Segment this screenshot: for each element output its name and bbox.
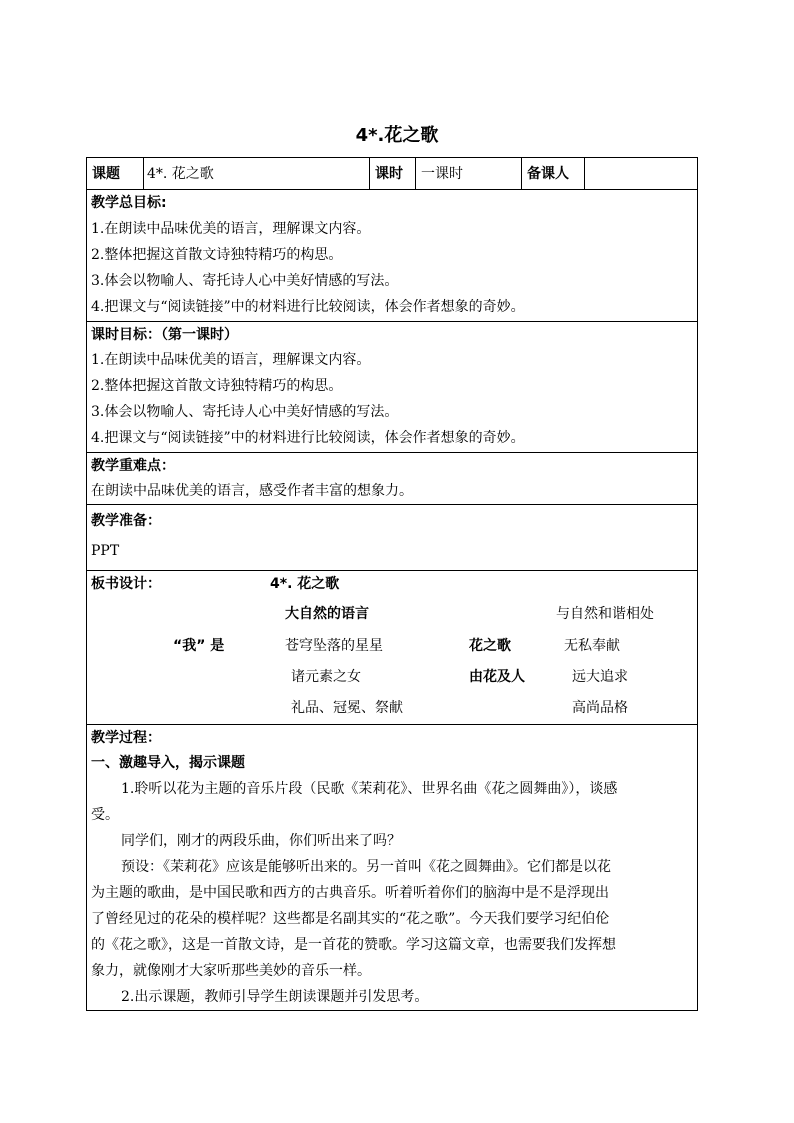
process-line: 了曾经见过的花朵的模样呢？这些都是名副其实的“花之歌”。今天我们要学习纪伯伦 [91, 911, 610, 927]
divider [584, 158, 585, 189]
process-line: 象力，就像刚才大家听那些美妙的音乐一样。 [91, 963, 371, 979]
preparation-heading: 教学准备： [91, 513, 161, 529]
board-right-item: 无私奉献 [564, 638, 620, 654]
process-section-title: 一、激趣导入，揭示课题 [91, 755, 245, 771]
board-right-item: 高尚品格 [572, 700, 628, 716]
process-line: 的《花之歌》，这是一首散文诗，是一首花的赞歌。学习这篇文章，也需要我们发挥想 [91, 937, 616, 953]
divider [143, 158, 144, 189]
period-label: 课时 [375, 166, 403, 182]
row-divider [87, 724, 697, 725]
board-left-item: 礼品、冠冕、祭献 [291, 700, 403, 716]
overall-goal-item: 3.体会以物喻人、寄托诗人心中美好情感的写法。 [91, 273, 399, 289]
row-divider [87, 321, 697, 322]
board-right-item: 远大追求 [572, 669, 628, 685]
board-heading: 板书设计： [91, 576, 161, 592]
divider [415, 158, 416, 189]
key-points-heading: 教学重难点： [91, 458, 175, 474]
board-left-item: 苍穹坠落的星星 [285, 638, 383, 654]
board-i-am: “我” 是 [173, 638, 225, 654]
preparation-text: PPT [91, 543, 120, 559]
row-divider [87, 504, 697, 505]
period-goal-item: 3.体会以物喻人、寄托诗人心中美好情感的写法。 [91, 404, 399, 420]
period-goals-heading: 课时目标：（第一课时） [91, 327, 238, 343]
board-center-sub: 由花及人 [469, 669, 525, 685]
key-points-text: 在朗读中品味优美的语言，感受作者丰富的想象力。 [91, 483, 413, 499]
process-line: 为主题的歌曲，是中国民歌和西方的古典音乐。听着听着你们的脑海中是不是浮现出 [91, 885, 609, 901]
topic-value: 4*. 花之歌 [147, 166, 214, 182]
document-title: 4*.花之歌 [355, 125, 439, 146]
board-right-item: 与自然和谐相处 [556, 606, 654, 622]
period-goal-item: 4.把课文与“阅读链接”中的材料进行比较阅读，体会作者想象的奇妙。 [91, 430, 525, 446]
board-subject: 大自然的语言 [285, 606, 369, 622]
preparer-label: 备课人 [527, 166, 569, 182]
topic-label: 课题 [92, 166, 120, 182]
overall-goals-heading: 教学总目标: [91, 195, 167, 211]
period-goal-item: 2.整体把握这首散文诗独特精巧的构思。 [91, 378, 343, 394]
process-line: 1.聆听以花为主题的音乐片段（民歌《茉莉花》、世界名曲《花之圆舞曲》），谈感 [121, 781, 618, 797]
board-title: 4*. 花之歌 [270, 576, 340, 592]
divider [521, 158, 522, 189]
divider [369, 158, 370, 189]
row-divider [87, 570, 697, 571]
process-line: 2.出示课题，教师引导学生朗读课题并引发思考。 [121, 989, 429, 1005]
overall-goal-item: 2.整体把握这首散文诗独特精巧的构思。 [91, 247, 343, 263]
process-heading: 教学过程： [91, 730, 161, 746]
period-value: 一课时 [421, 166, 463, 182]
overall-goal-item: 4.把课文与“阅读链接”中的材料进行比较阅读，体会作者想象的奇妙。 [91, 299, 525, 315]
board-center-title: 花之歌 [469, 638, 511, 654]
overall-goal-item: 1.在朗读中品味优美的语言，理解课文内容。 [91, 221, 371, 237]
process-line: 预设：《茉莉花》应该是能够听出来的。另一首叫《花之圆舞曲》。它们都是以花 [121, 859, 611, 875]
board-left-item: 诸元素之女 [291, 669, 361, 685]
process-line: 同学们，刚才的两段乐曲，你们听出来了吗？ [121, 833, 401, 849]
row-divider [87, 189, 697, 190]
lesson-plan-table [86, 157, 698, 1011]
period-goal-item: 1.在朗读中品味优美的语言，理解课文内容。 [91, 352, 371, 368]
process-line: 受。 [91, 807, 119, 823]
row-divider [87, 452, 697, 453]
